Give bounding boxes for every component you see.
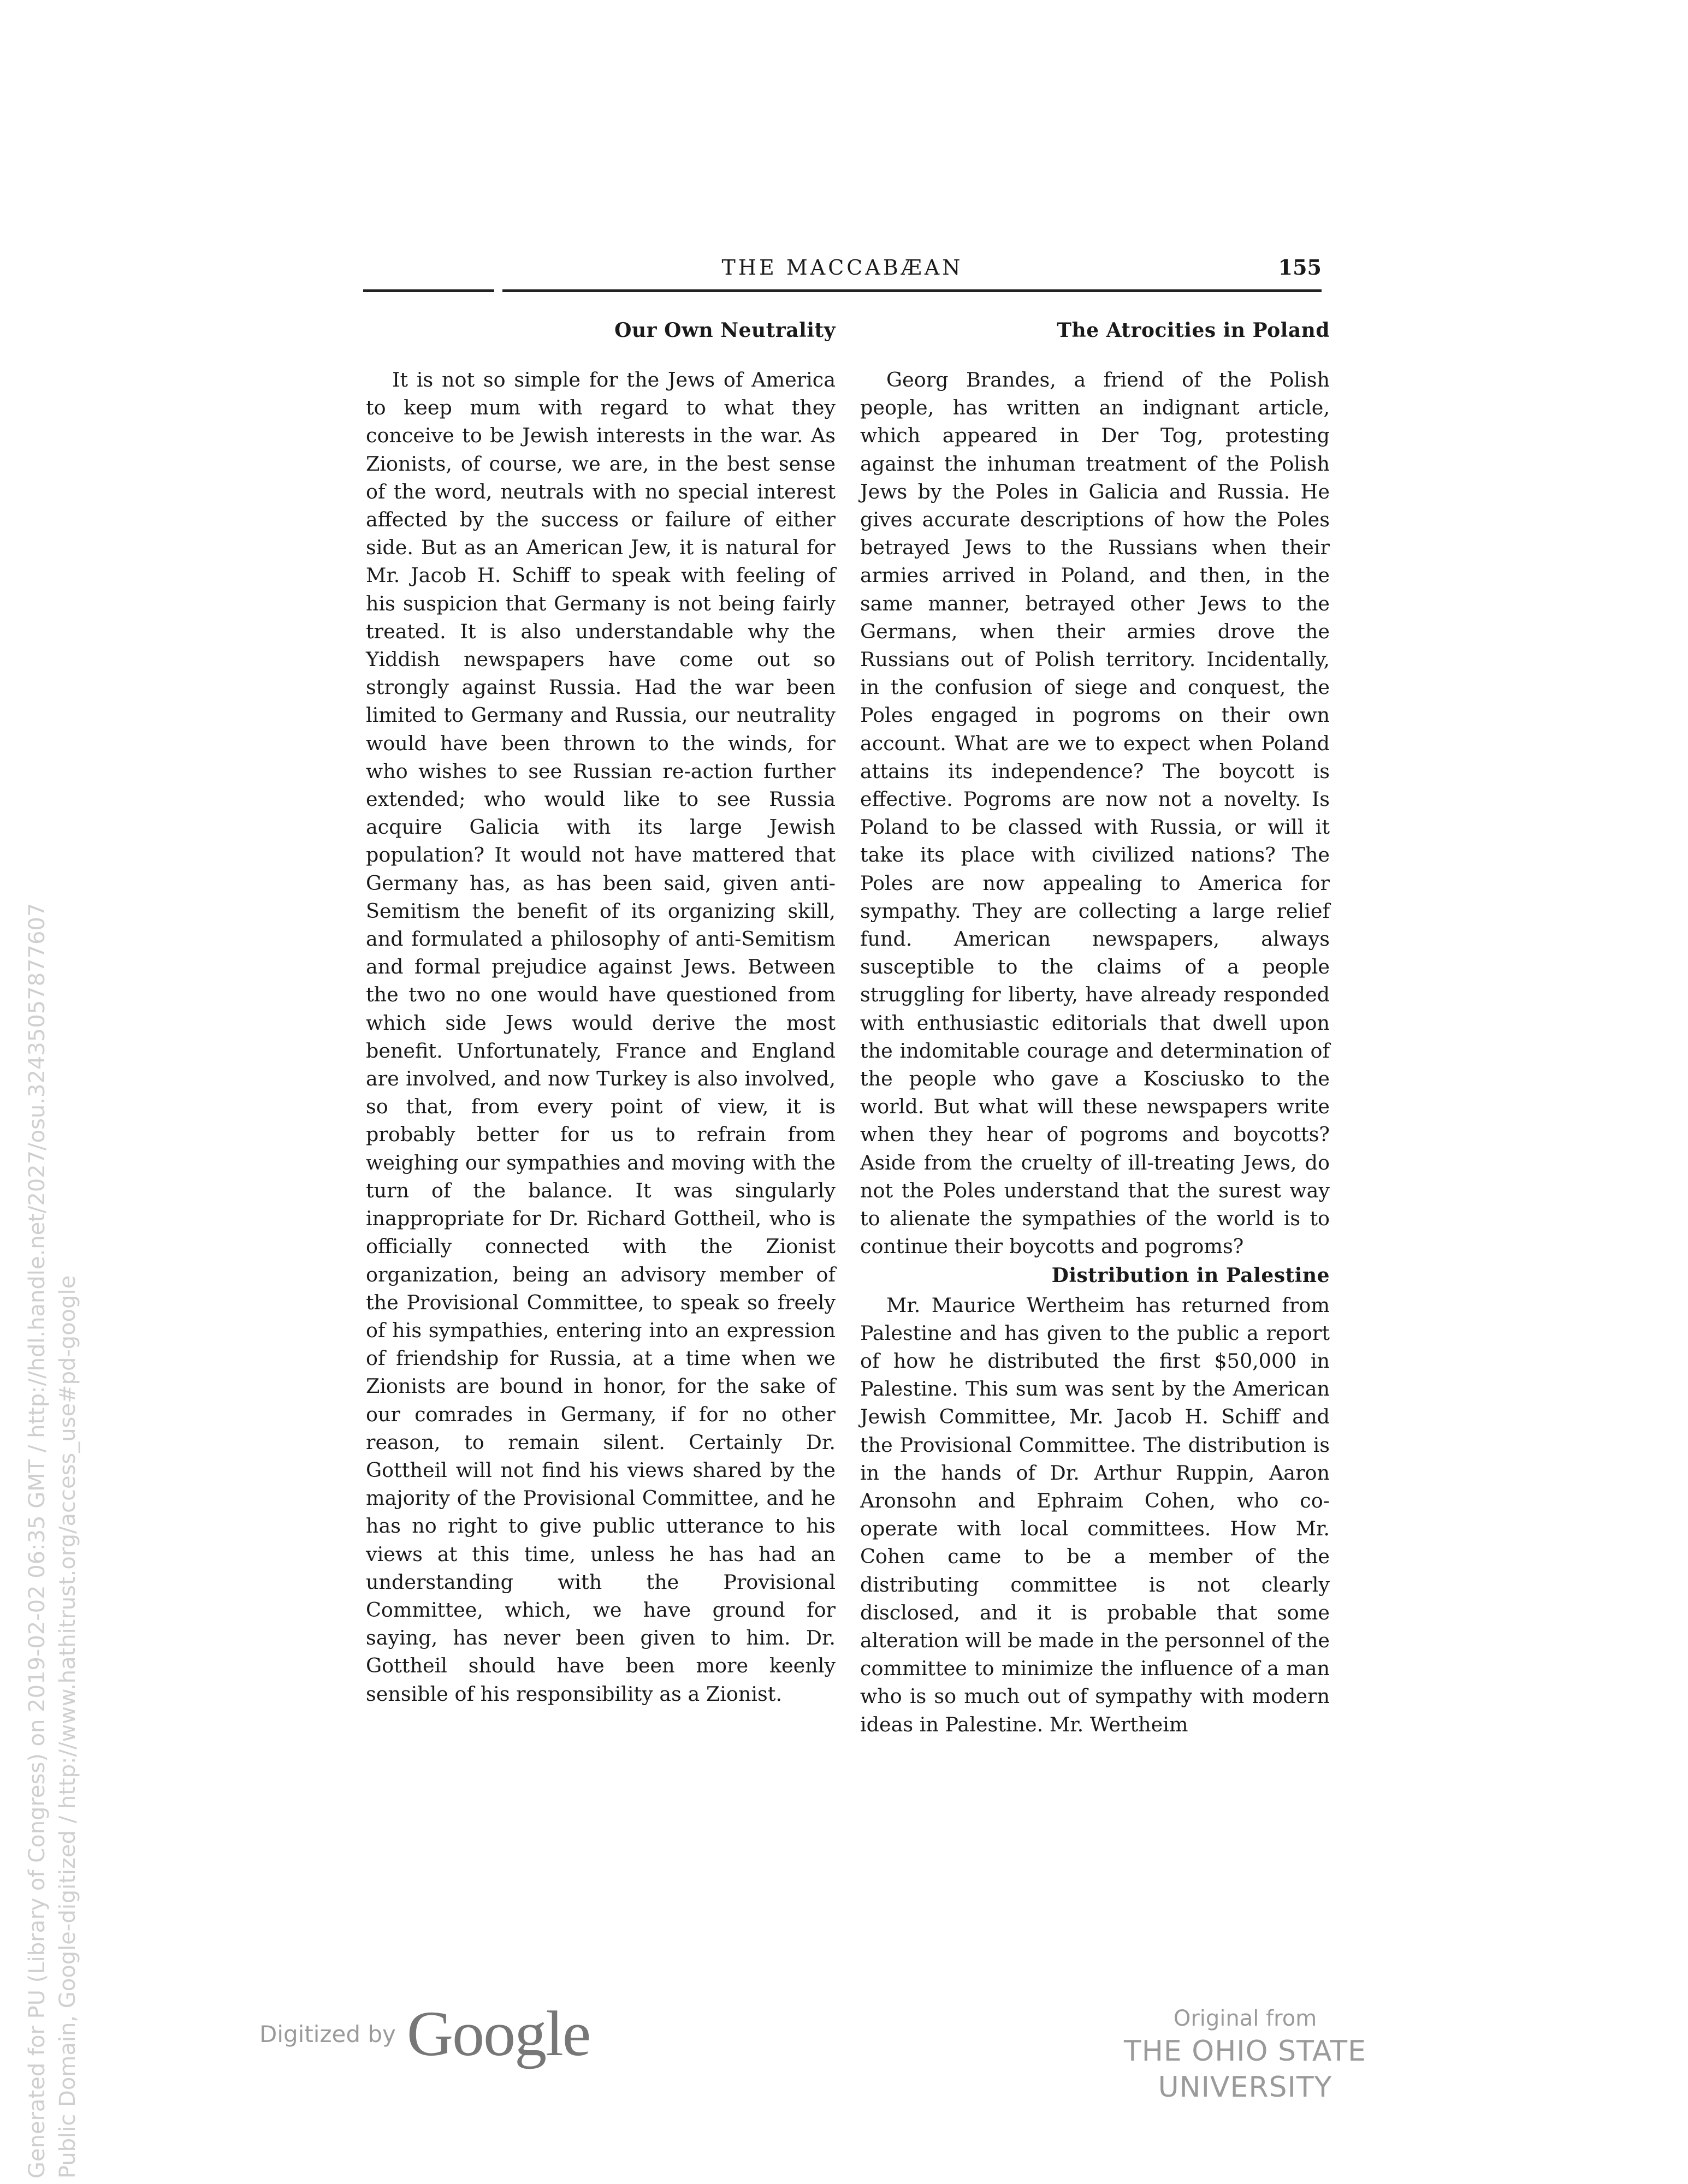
watermark-line: Generated for PU (Library of Congress) on 2019-02-02 06:35 GMT / http://hdl.handle.net/2027/osu.32435057877607: [25, 903, 50, 2179]
article-paragraph: Georg Brandes, a friend of the Polish people, has written an indignant article, which appeared in Der Tog, protesting against the inhuman treatment of the Polish Jews by the Poles in Galicia and Russia. He gives accurate descriptions of how the Poles betrayed Jews to the Russians when their armies arrived in Poland, and then, in the same manner, betrayed other Jews to the Germans, when their armies drove the Russians out of Polish territory. Incidentally, in the confusion of siege and conquest, the Poles engaged in pogroms on their own account. What are we to expect when Poland attains its independence? The boycott is effective. Pogroms are now not a novelty. Is Poland to be classed with Russia, or will it take its place with civilized nations? The Poles are now appealing to America for sympathy. They are collecting a large relief fund. American newspapers, always susceptible to the claims of a people struggling for liberty, have already responded with enthusiastic editorials that dwell upon the indomitable courage and determination of the people who gave a Kosciusko to the world. But what will these newspapers write when they hear of pogroms and boycotts? Aside from the cruelty of ill-treating Jews, do not the Poles understand that the surest way to alienate the sympathies of the world is to continue their boycotts and pogroms?: [860, 368, 1330, 1259]
article-paragraph: Mr. Maurice Wertheim has returned from Palestine and has given to the public a report of how he distributed the first $50,000 in Palestine. This sum was sent by the American Jewish Committee, Mr. Jacob H. Schiff and the Provisional Committee. The distribution is in the hands of Dr. Arthur Ruppin, Aaron Aronsohn and Ephraim Cohen, who co-operate with local committees. How Mr. Cohen came to be a member of the distributing committee is not clearly disclosed, and it is probable that some alteration will be made in the personnel of the committee to minimize the influence of a man who is so much out of sympathy with modern ideas in Palestine. Mr. Wertheim: [860, 1293, 1330, 1736]
running-head: [363, 251, 1322, 289]
left-column: [366, 314, 836, 1708]
header-rule-short: [363, 289, 494, 292]
header-rule-long: [502, 289, 1322, 292]
section-heading: Distribution in Palestine: [1051, 1263, 1330, 1287]
hathitrust-watermark: [22, 213, 83, 2179]
section-heading: Our Own Neutrality: [614, 319, 836, 342]
page-number: 155: [1278, 255, 1322, 280]
original-from-label: Original from: [1173, 2006, 1317, 2031]
digitized-label: Digitized by: [259, 2020, 396, 2048]
journal-title: THE MACCABÆAN: [721, 256, 963, 280]
original-source-mark: [1049, 2004, 1442, 2105]
digitized-by-google-mark: [259, 1998, 590, 2069]
google-logo: Google: [406, 1998, 590, 2069]
section-heading: The Atrocities in Poland: [1057, 319, 1330, 342]
institution-name: THE OHIO STATE UNIVERSITY: [1124, 2035, 1366, 2104]
article-paragraph: It is not so simple for the Jews of America to keep mum with regard to what they conceive to be Jewish interests in the war. As Zionists, of course, we are, in the best sense of the word, neutrals with no special interest affected by the success or failure of either side. But as an American Jew, it is natural for Mr. Jacob H. Schiff to speak with feeling of his suspicion that Germany is not being fairly treated. It is also understandable why the Yiddish newspapers have come out so strongly against Russia. Had the war been limited to Germany and Russia, our neutrality would have been thrown to the winds, for who wishes to see Russian re-action further extended; who would like to see Russia acquire Galicia with its large Jewish population? It would not have mattered that Germany has, as has been said, given anti-Semitism the benefit of its organizing skill, and formulated a philosophy of anti-Semitism and formal prejudice against Jews. Between the two no one would have questioned from which side Jews would derive the most benefit. Unfortunately, France and England are involved, and now Turkey is also involved, so that, from every point of view, it is probably better for us to refrain from weighing our sympathies and moving with the turn of the balance. It was singularly inappropriate for Dr. Richard Gottheil, who is officially connected with the Zionist organization, being an advisory member of the Provisional Committee, to speak so freely of his sympathies, entering into an expression of friendship for Russia, at a time when we Zionists are bound in honor, for the sake of our comrades in Germany, if for no other reason, to remain silent. Certainly Dr. Gottheil will not find his views shared by the majority of the Provisional Committee, and he has no right to give public utterance to his views at this time, unless he has had an understanding with the Provisional Committee, which, we have ground for saying, has never been given to him. Dr. Gottheil should have been more keenly sensible of his responsibility as a Zionist.: [366, 368, 836, 1706]
right-column: [860, 314, 1330, 1738]
watermark-line: Public Domain, Google-digitized / http://www.hathitrust.org/access_use#pd-google: [55, 1275, 80, 2179]
